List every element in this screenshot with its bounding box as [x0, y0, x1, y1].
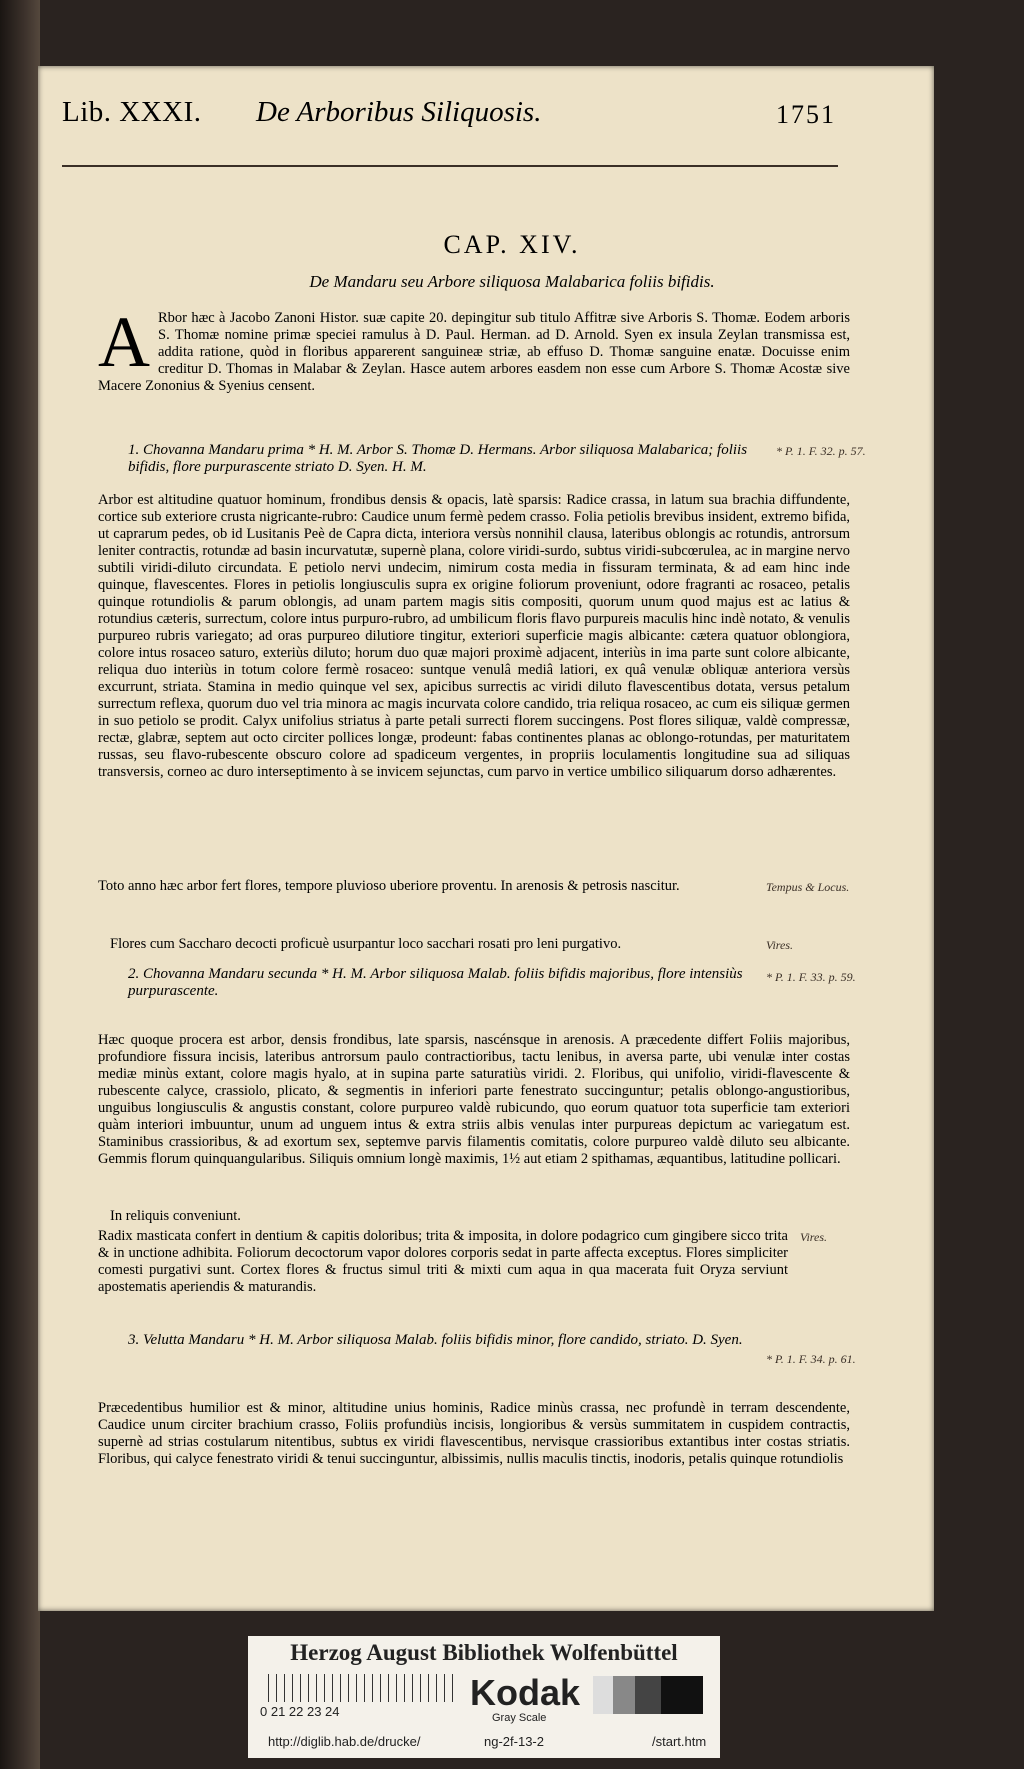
- species-3-body: Præcedentibus humilior est & minor, altitudine unius hominis, Radice minùs crassa, nec profundè in terram descendente, Caudice unum circiter brachium crasso, Foliis profundiùs incisis, longioribus & versùs summitatem in cuspidem contractis, supernè ad strias costularum nitentibus, subtus ex viridi flavescentibus, nervisque crassioribus extantibus inter costas striatis. Floribus, qui calyce fenestrato viridi & tenui succinguntur, albissimis, nullis maculis tinctis, inodoris, petalis quinque rotundiolis: [98, 1400, 850, 1467]
- species-2-conclusion: In reliquis conveniunt.: [110, 1208, 241, 1224]
- chapter-subtitle: De Mandaru seu Arbore siliquosa Malabarica foliis bifidis.: [309, 272, 715, 291]
- book-number: Lib. XXXI.: [62, 96, 202, 128]
- species-1-tempus: Toto anno hæc arbor fert flores, tempore pluvioso uberiore proventu. In arenosis & petrosis nascitur.: [98, 878, 680, 894]
- shelfmark: ng-2f-13-2: [484, 1734, 544, 1749]
- drop-cap: A: [98, 302, 150, 382]
- species-2-margin-ref: * P. 1. F. 33. p. 59.: [766, 970, 856, 984]
- start-page-path: /start.htm: [652, 1734, 707, 1749]
- ruler-numbers: 0 21 22 23 24: [260, 1704, 340, 1719]
- gray-scale-label: Gray Scale: [492, 1712, 547, 1724]
- page-number: 1751: [776, 100, 836, 129]
- species-2-vires: Radix masticata confert in dentium & capitis doloribus; trita & imposita, in dolore podagrico cum gingibere sicco trita & in unctione adhibita. Foliorum decoctorum vapor dolores corporis sedat in parte affecta exceptus. Flores simpliciter comesti purgativi sunt. Cortex flores & fructus simul triti & mixti cum aqua in qua macerata fuit Oryza serviunt apostematis aperiendis & maturandis.: [98, 1228, 788, 1295]
- intro-text: Rbor hæc à Jacobo Zanoni Histor. suæ capite 20. depingitur sub titulo Affitræ sive Arboris S. Thomæ. Eodem arboris S. Thomæ nomine primæ speciei ramulus à D. Paul. Herman. ad D. Arnold. Syen ex insula Zeylan transmissa est, addita ratione, quòd in floribus apparerent sanguineæ striæ, ab effuso D. Thomæ sanguine enatæ. Docuisse enim creditur D. Thomas in Malabar & Zeylan. Hasce autem arbores easdem non esse cum Arbore S. Thomæ Acostæ sive Macere Zononius & Syenius censent.: [98, 310, 850, 394]
- species-1-body: Arbor est altitudine quatuor hominum, frondibus densis & opacis, latè sparsis: Radice crassa, in latum sua brachia diffundente, cortice sub exteriore crusta nigricante-rubro: Caudice unum fermè pedem crasso. Folia petiolis brevibus insident, extremo bifida, ut caprarum pedes, ob id Lusitanis Peè de Capra dicta, interiora versùs nonnihil clausa, lateribus oblongis ac rotundis, antrorsum leniter contractis, rotundæ ad basin incurvatutæ, supernè plana, colore viridi-surdo, subtus viridi-subcœrulea, ac in margine nervo subtili viridi-diluto circundata. E petiolo nervi undecim, nimirum costa media in fissuram terminata, & ad eam hinc inde quinque, flavescentes. Flores in petiolis longiusculis supra ex origine foliorum proveniunt, odore fragranti ac rosaceo, petalis quinque rotundiolis & parum oblongis, ad unam partem magis sitis compositi, quorum unum quod majus est ac latius & rotundius cæteris, surrectum, colore intus purpuro-rubro, ad umbilicum floris flavo purpureis maculis hinc indè notato, & venulis purpureo rubris variegato; ad oras purpureo dilutiore tingitur, exteriori superficie magis albicante: cætera quatuor oblongiora, colore intus rosaceo saturo, exteriùs diluto; horum duo quæ majori proximè adjacent, interiùs in ima parte sunt colore albicante, reliqua duo interiùs in totum colore fermè rosaceo: suntque venulâ mediâ latiori, ex quâ venulæ obliquæ anteriora versùs excurrunt, striata. Stamina in medio quinque vel sex, apicibus surrectis ac viridi diluto flavescentibus dotata, versus petalum surrectum reflexa, quorum duo vel tria minora ac magis incurvata colore candido, tria reliqua rosaceo, ac cum eis siliquæ germen in suo petiolo se prodit. Calyx unifolius striatus à parte petali surrecti florem succingens. Post flores siliquæ, valdè compressæ, rectæ, glabræ, septem aut octo circiter pollices longæ, prodeunt: fabas continentes planas ac oblongo-rotundas, per maturitatem russas, seu flavo-rubescente obscuro colore ad spadiceum vergentes, in propriis loculamentis longitudine sua ad siliquas transversis, corneo ac duro interseptimento à se invicem sejunctas, cum parvo in vertice umbilico siliquarum dorso adhærentes.: [98, 492, 850, 780]
- species-1-vires: Flores cum Saccharo decocti proficuè usurpantur loco sacchari rosati pro leni purgativo.: [110, 936, 622, 952]
- species-3-margin-ref: * P. 1. F. 34. p. 61.: [766, 1352, 856, 1366]
- book-binding: [0, 0, 40, 1769]
- vires-margin-2: Vires.: [800, 1230, 827, 1244]
- species-1-margin-ref: * P. 1. F. 32. p. 57.: [776, 444, 866, 458]
- ruler-scale: [268, 1674, 458, 1702]
- digital-library-url: http://diglib.hab.de/drucke/: [268, 1734, 421, 1749]
- chapter-number: CAP. XIV.: [443, 230, 581, 259]
- color-target-card: [248, 1636, 720, 1758]
- kodak-logo: Kodak: [470, 1672, 581, 1713]
- species-2-heading: 2. Chovanna Mandaru secunda * H. M. Arbor siliquosa Malab. foliis bifidis majoribus, flore intensiùs purpurascente.: [128, 966, 743, 999]
- species-3-heading: 3. Velutta Mandaru * H. M. Arbor siliquosa Malab. foliis bifidis minor, flore candido, striato. D. Syen.: [128, 1332, 743, 1348]
- intro-paragraph: [98, 302, 850, 395]
- book-page: [38, 66, 934, 1611]
- species-2-body: Hæc quoque procera est arbor, densis frondibus, late sparsis, nascénsque in arenosis. A præcedente differt Foliis majoribus, profundiore fissura incisis, lateribus antrorsum paulo contractioribus, tactu lenibus, in aversa parte, ubi venulæ inter costas mediæ minùs extant, colore magis hyalo, at in supina parte saturatiùs viridi. 2. Floribus, qui unifolio, viridi-flavescente & rubescente calyce, crassiolo, plicato, & segmentis in inferiori parte fenestrato succinguntur; petalis oblongo-angustioribus, unguibus longiusculis & angustis constant, colore purpureo valdè rubicundo, quo eorum quatuor tota superficie tam exteriori quàm interiori imbuuntur, unum ad unguem intus & extra striis albis venulas inter purpureas depictum ac variegatum est. Staminibus crassioribus, & ad exortum sex, septemve parvis filamentis comitatis, colore purpureo valdè diluto seu albicante. Gemmis florum quinquangularibus. Siliquis omnium longè maximis, 1½ aut etiam 2 spithamas, æquantibus, latitudine pollicari.: [98, 1032, 850, 1167]
- library-name: Herzog August Bibliothek Wolfenbüttel: [290, 1640, 678, 1665]
- species-1-heading: 1. Chovanna Mandaru prima * H. M. Arbor S. Thomæ D. Hermans. Arbor siliquosa Malabarica; foliis bifidis, flore purpurascente striato D. Syen. H. M.: [128, 442, 748, 475]
- header-rule: [62, 165, 838, 167]
- vires-margin-1: Vires.: [766, 938, 793, 952]
- running-title: De Arboribus Siliquosis.: [256, 96, 542, 128]
- tempus-margin: Tempus & Locus.: [766, 880, 850, 894]
- gray-scale-blocks: [593, 1676, 703, 1714]
- page-header: [62, 96, 836, 138]
